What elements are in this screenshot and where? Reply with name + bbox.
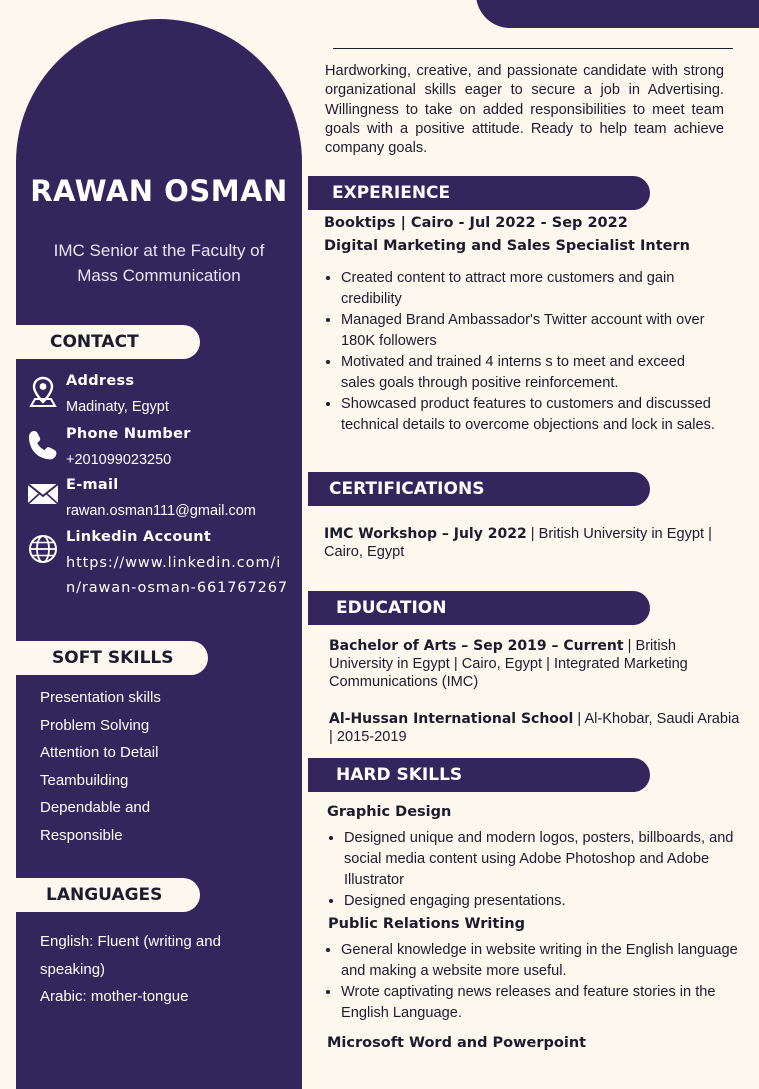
- soft-skills-heading: SOFT SKILLS: [16, 641, 208, 675]
- list-item: Attention to Detail: [40, 744, 159, 762]
- certification-details: | British University in Egypt | Cairo, Egypt: [324, 526, 712, 560]
- list-item: Problem Solving: [40, 716, 150, 734]
- certification-item: [324, 525, 724, 561]
- location-pin-icon: [26, 375, 60, 409]
- profile-summary: Hardworking, creative, and passionate candidate with strong organizational skills eager to secure a job in Advertising. Willingness to take on added responsibilities to meet team goals with a positive attitude. Ready to help team achieve company goals.: [325, 63, 724, 157]
- experience-bullets: [323, 268, 721, 436]
- list-item: • Motivated and trained 4 interns s to meet and exceed sales goals through positive reinforcement.: [341, 352, 721, 394]
- list-item: Dependable and: [40, 799, 151, 817]
- sidebar: [16, 19, 302, 1089]
- list-item: • General knowledge in website writing in the English language and making a website more useful.: [341, 940, 751, 982]
- education-heading: EDUCATION: [308, 591, 650, 625]
- hard-skill-microsoft: Microsoft Word and Powerpoint: [327, 1035, 587, 1051]
- phone-label: Phone Number: [66, 426, 191, 442]
- email-value: rawan.osman111@gmail.com: [66, 503, 256, 519]
- top-decor-tab: [476, 0, 759, 28]
- hard-skill-graphic-design: Graphic Design: [327, 804, 452, 820]
- linkedin-value[interactable]: https://www.linkedin.com/in/rawan-osman-661767267: [66, 555, 288, 596]
- soft-skills-list: [40, 684, 161, 850]
- education-school-title: Al-Hussan International School: [329, 711, 574, 727]
- address-value: Madinaty, Egypt: [66, 399, 169, 415]
- address-label: Address: [66, 373, 135, 389]
- email-label: E-mail: [66, 477, 119, 493]
- phone-icon: [26, 428, 60, 462]
- list-item: Arabic: mother-tongue: [40, 988, 189, 1006]
- linkedin-label: Linkedin Account: [66, 529, 212, 545]
- list-item: • Wrote captivating news releases and feature stories in the English Language.: [341, 982, 751, 1024]
- profile-name: RAWAN OSMAN: [30, 174, 288, 208]
- languages-list: [40, 928, 221, 1011]
- envelope-icon: [26, 477, 60, 511]
- experience-role: Digital Marketing and Sales Specialist Intern: [324, 238, 690, 254]
- profile-subtitle: IMC Senior at the Faculty of Mass Communication: [53, 241, 265, 285]
- education-item-degree: [329, 637, 739, 691]
- list-item: speaking): [40, 960, 106, 978]
- languages-heading: LANGUAGES: [16, 878, 200, 912]
- graphic-design-bullets: [326, 828, 759, 912]
- phone-value: +201099023250: [66, 452, 172, 468]
- top-divider: [333, 48, 733, 49]
- hard-skill-pr-writing: Public Relations Writing: [328, 916, 525, 932]
- education-item-school: [329, 710, 744, 746]
- hard-skills-heading: HARD SKILLS: [308, 758, 650, 792]
- contact-heading: CONTACT: [16, 325, 200, 359]
- pr-writing-bullets: [323, 940, 751, 1024]
- list-item: • Managed Brand Ambassador's Twitter account with over 180K followers: [341, 310, 721, 352]
- list-item: Teambuilding: [40, 771, 129, 789]
- list-item: • Showcased product features to customers and discussed technical details to overcome objections and lock in sales.: [341, 394, 721, 436]
- certification-title: IMC Workshop – July 2022: [324, 526, 527, 542]
- education-school-details: | Al-Khobar, Saudi Arabia | 2015-2019: [329, 711, 740, 745]
- globe-icon: [26, 532, 60, 566]
- education-degree-details: | British University in Egypt | Cairo, Egypt | Integrated Marketing Communications (IMC): [329, 638, 688, 690]
- list-item: English: Fluent (writing and: [40, 933, 221, 950]
- list-item: • Created content to attract more customers and gain credibility: [341, 268, 721, 310]
- experience-company: Booktips | Cairo - Jul 2022 - Sep 2022: [324, 215, 628, 231]
- experience-heading: EXPERIENCE: [308, 176, 650, 210]
- certifications-heading: CERTIFICATIONS: [308, 472, 650, 506]
- education-degree-title: Bachelor of Arts – Sep 2019 – Current: [329, 638, 624, 654]
- list-item: • Designed unique and modern logos, posters, billboards, and social media content using Adobe Photoshop and Adobe Illustrator: [344, 828, 759, 891]
- list-item: • Designed engaging presentations.: [344, 891, 759, 912]
- list-item: Presentation skills: [40, 689, 161, 706]
- list-item: Responsible: [40, 826, 123, 844]
